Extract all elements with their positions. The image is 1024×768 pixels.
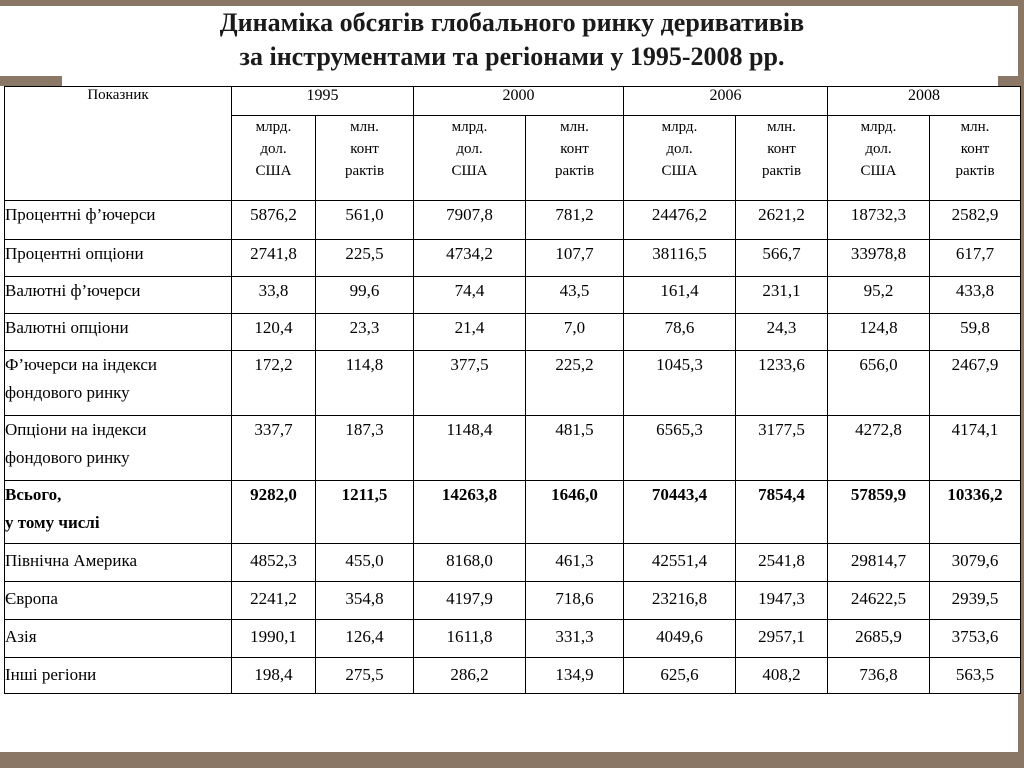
cell-value: 24,3 <box>736 314 828 351</box>
unit-usd: млрд. дол. США <box>232 116 316 201</box>
cell-value: 42551,4 <box>624 544 736 582</box>
cell-value: 95,2 <box>828 277 930 314</box>
cell-value: 736,8 <box>828 658 930 694</box>
cell-value: 1233,6 <box>736 351 828 416</box>
row-label: Опціони на індекси фондового ринку <box>5 416 232 481</box>
header-year-2000: 2000 <box>414 87 624 116</box>
cell-value: 433,8 <box>930 277 1021 314</box>
cell-value: 225,2 <box>526 351 624 416</box>
header-year-2008: 2008 <box>828 87 1021 116</box>
cell-value: 3079,6 <box>930 544 1021 582</box>
table-row <box>5 351 1021 416</box>
cell-value: 6565,3 <box>624 416 736 481</box>
unit-usd: млрд. дол. США <box>828 116 930 201</box>
cell-value: 1211,5 <box>316 481 414 544</box>
cell-value: 10336,2 <box>930 481 1021 544</box>
cell-value: 1990,1 <box>232 620 316 658</box>
cell-value: 2241,2 <box>232 582 316 620</box>
unit-contracts: млн. конт рактів <box>526 116 624 201</box>
cell-value: 4272,8 <box>828 416 930 481</box>
cell-value: 57859,9 <box>828 481 930 544</box>
cell-value: 781,2 <box>526 201 624 240</box>
table-row <box>5 416 1021 481</box>
cell-value: 1611,8 <box>414 620 526 658</box>
cell-value: 14263,8 <box>414 481 526 544</box>
unit-contracts: млн. конт рактів <box>316 116 414 201</box>
cell-value: 625,6 <box>624 658 736 694</box>
cell-value: 126,4 <box>316 620 414 658</box>
cell-value: 172,2 <box>232 351 316 416</box>
cell-value: 2467,9 <box>930 351 1021 416</box>
cell-value: 275,5 <box>316 658 414 694</box>
row-label: Валютні ф’ючерси <box>5 277 232 314</box>
cell-value: 3177,5 <box>736 416 828 481</box>
cell-value: 461,3 <box>526 544 624 582</box>
cell-value: 566,7 <box>736 240 828 277</box>
cell-value: 198,4 <box>232 658 316 694</box>
cell-value: 24622,5 <box>828 582 930 620</box>
table-row <box>5 658 1021 694</box>
cell-value: 377,5 <box>414 351 526 416</box>
unit-contracts: млн. конт рактів <box>930 116 1021 201</box>
cell-value: 9282,0 <box>232 481 316 544</box>
cell-value: 107,7 <box>526 240 624 277</box>
table-row <box>5 277 1021 314</box>
cell-value: 99,6 <box>316 277 414 314</box>
cell-value: 4852,3 <box>232 544 316 582</box>
cell-value: 7907,8 <box>414 201 526 240</box>
row-label: Інші регіони <box>5 658 232 694</box>
cell-value: 74,4 <box>414 277 526 314</box>
frame-left-accent-bar <box>0 76 62 86</box>
cell-value: 124,8 <box>828 314 930 351</box>
cell-value: 18732,3 <box>828 201 930 240</box>
cell-value: 21,4 <box>414 314 526 351</box>
cell-value: 7854,4 <box>736 481 828 544</box>
cell-value: 23,3 <box>316 314 414 351</box>
cell-value: 561,0 <box>316 201 414 240</box>
unit-contracts: млн. конт рактів <box>736 116 828 201</box>
row-label: Процентні ф’ючерси <box>5 201 232 240</box>
row-label: Процентні опціони <box>5 240 232 277</box>
table-row <box>5 620 1021 658</box>
cell-value: 3753,6 <box>930 620 1021 658</box>
row-label: Європа <box>5 582 232 620</box>
cell-value: 1148,4 <box>414 416 526 481</box>
cell-value: 120,4 <box>232 314 316 351</box>
header-year-1995: 1995 <box>232 87 414 116</box>
table-row <box>5 240 1021 277</box>
frame-bottom-border <box>0 752 1024 768</box>
cell-value: 59,8 <box>930 314 1021 351</box>
row-label: Валютні опціони <box>5 314 232 351</box>
frame-right-accent-bar <box>998 76 1024 86</box>
cell-value: 43,5 <box>526 277 624 314</box>
cell-value: 4174,1 <box>930 416 1021 481</box>
cell-value: 2741,8 <box>232 240 316 277</box>
table-row <box>5 314 1021 351</box>
table-row <box>5 582 1021 620</box>
cell-value: 29814,7 <box>828 544 930 582</box>
cell-value: 563,5 <box>930 658 1021 694</box>
cell-value: 455,0 <box>316 544 414 582</box>
row-label: Всього, у тому числі <box>5 481 232 544</box>
table-row <box>5 544 1021 582</box>
cell-value: 617,7 <box>930 240 1021 277</box>
cell-value: 70443,4 <box>624 481 736 544</box>
cell-value: 354,8 <box>316 582 414 620</box>
cell-value: 114,8 <box>316 351 414 416</box>
cell-value: 481,5 <box>526 416 624 481</box>
cell-value: 2621,2 <box>736 201 828 240</box>
cell-value: 161,4 <box>624 277 736 314</box>
cell-value: 1646,0 <box>526 481 624 544</box>
cell-value: 38116,5 <box>624 240 736 277</box>
unit-usd: млрд. дол. США <box>414 116 526 201</box>
cell-value: 331,3 <box>526 620 624 658</box>
cell-value: 187,3 <box>316 416 414 481</box>
total-row <box>5 481 1021 544</box>
cell-value: 4197,9 <box>414 582 526 620</box>
cell-value: 33978,8 <box>828 240 930 277</box>
cell-value: 2541,8 <box>736 544 828 582</box>
row-label: Ф’ючерси на індекси фондового ринку <box>5 351 232 416</box>
cell-value: 337,7 <box>232 416 316 481</box>
cell-value: 23216,8 <box>624 582 736 620</box>
cell-value: 24476,2 <box>624 201 736 240</box>
header-year-2006: 2006 <box>624 87 828 116</box>
cell-value: 7,0 <box>526 314 624 351</box>
cell-value: 225,5 <box>316 240 414 277</box>
cell-value: 718,6 <box>526 582 624 620</box>
cell-value: 134,9 <box>526 658 624 694</box>
header-indicator: Показник <box>5 87 232 201</box>
cell-value: 4049,6 <box>624 620 736 658</box>
cell-value: 286,2 <box>414 658 526 694</box>
cell-value: 231,1 <box>736 277 828 314</box>
cell-value: 8168,0 <box>414 544 526 582</box>
cell-value: 656,0 <box>828 351 930 416</box>
cell-value: 5876,2 <box>232 201 316 240</box>
cell-value: 4734,2 <box>414 240 526 277</box>
row-label: Північна Америка <box>5 544 232 582</box>
title-line-1: Динаміка обсягів глобального ринку деривативів <box>219 8 805 37</box>
table-row <box>5 201 1021 240</box>
derivatives-table <box>4 86 1021 694</box>
row-label: Азія <box>5 620 232 658</box>
cell-value: 1045,3 <box>624 351 736 416</box>
cell-value: 1947,3 <box>736 582 828 620</box>
cell-value: 78,6 <box>624 314 736 351</box>
cell-value: 2582,9 <box>930 201 1021 240</box>
cell-value: 2957,1 <box>736 620 828 658</box>
slide-title <box>80 6 944 74</box>
cell-value: 33,8 <box>232 277 316 314</box>
unit-usd: млрд. дол. США <box>624 116 736 201</box>
cell-value: 408,2 <box>736 658 828 694</box>
title-line-2: за інструментами та регіонами у 1995-2008 рр. <box>239 42 785 71</box>
cell-value: 2939,5 <box>930 582 1021 620</box>
cell-value: 2685,9 <box>828 620 930 658</box>
